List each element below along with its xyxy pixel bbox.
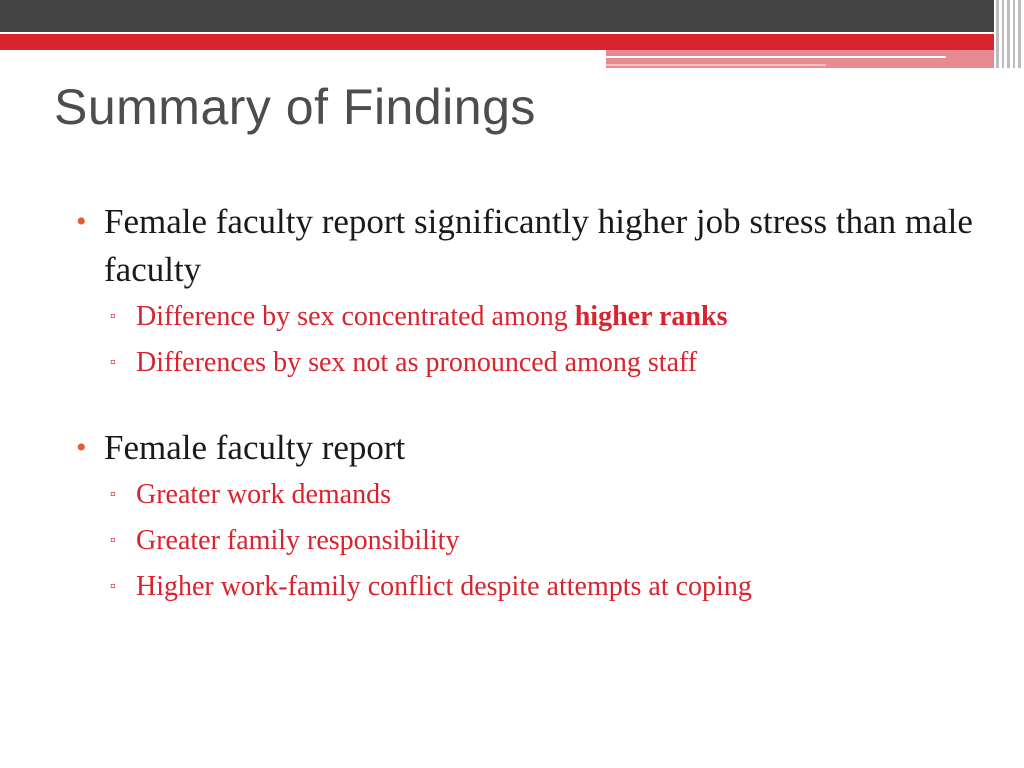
sub-bullet-item bbox=[72, 472, 992, 518]
bullet-text: Female faculty report bbox=[104, 428, 406, 467]
sub-bullet-item bbox=[72, 340, 992, 386]
bullet-text: Female faculty report significantly higher job stress than male faculty bbox=[104, 202, 973, 289]
sub-bullet-text: Difference by sex concentrated among bbox=[136, 301, 575, 332]
slide-title: Summary of Findings bbox=[54, 79, 536, 135]
sub-bullet-square-icon: ▫ bbox=[110, 578, 116, 595]
sub-bullet-item bbox=[72, 518, 992, 564]
bullet-item bbox=[72, 198, 992, 294]
bullet-dot-icon: • bbox=[76, 431, 87, 464]
bullet-dot-icon: • bbox=[76, 205, 87, 238]
sub-bullet-text: Greater work demands bbox=[136, 479, 392, 510]
sub-bullet-square-icon: ▫ bbox=[110, 308, 116, 325]
header-stripe bbox=[996, 0, 999, 68]
header-red-bar bbox=[0, 34, 1024, 50]
header-light-line bbox=[606, 56, 946, 58]
header-dark-bar bbox=[0, 0, 1024, 32]
header-stripe bbox=[1007, 0, 1010, 68]
sub-bullet-text: Greater family responsibility bbox=[136, 525, 460, 556]
slide-content bbox=[72, 198, 992, 610]
header-stripe bbox=[1018, 0, 1021, 68]
sub-bullet-emphasis: higher ranks bbox=[574, 301, 728, 332]
header-stripe bbox=[1002, 0, 1004, 68]
sub-bullet-item bbox=[72, 294, 992, 340]
spacer bbox=[72, 386, 992, 424]
sub-bullet-item bbox=[72, 564, 992, 610]
sub-bullet-text: Differences by sex not as pronounced among staff bbox=[136, 347, 698, 378]
header-stripe bbox=[1013, 0, 1015, 68]
bullet-item bbox=[72, 424, 992, 472]
sub-bullet-square-icon: ▫ bbox=[110, 532, 116, 549]
sub-bullet-square-icon: ▫ bbox=[110, 354, 116, 371]
header-light-line-2 bbox=[606, 64, 826, 66]
sub-bullet-square-icon: ▫ bbox=[110, 486, 116, 503]
sub-bullet-text: Higher work-family conflict despite attempts at coping bbox=[136, 571, 752, 602]
